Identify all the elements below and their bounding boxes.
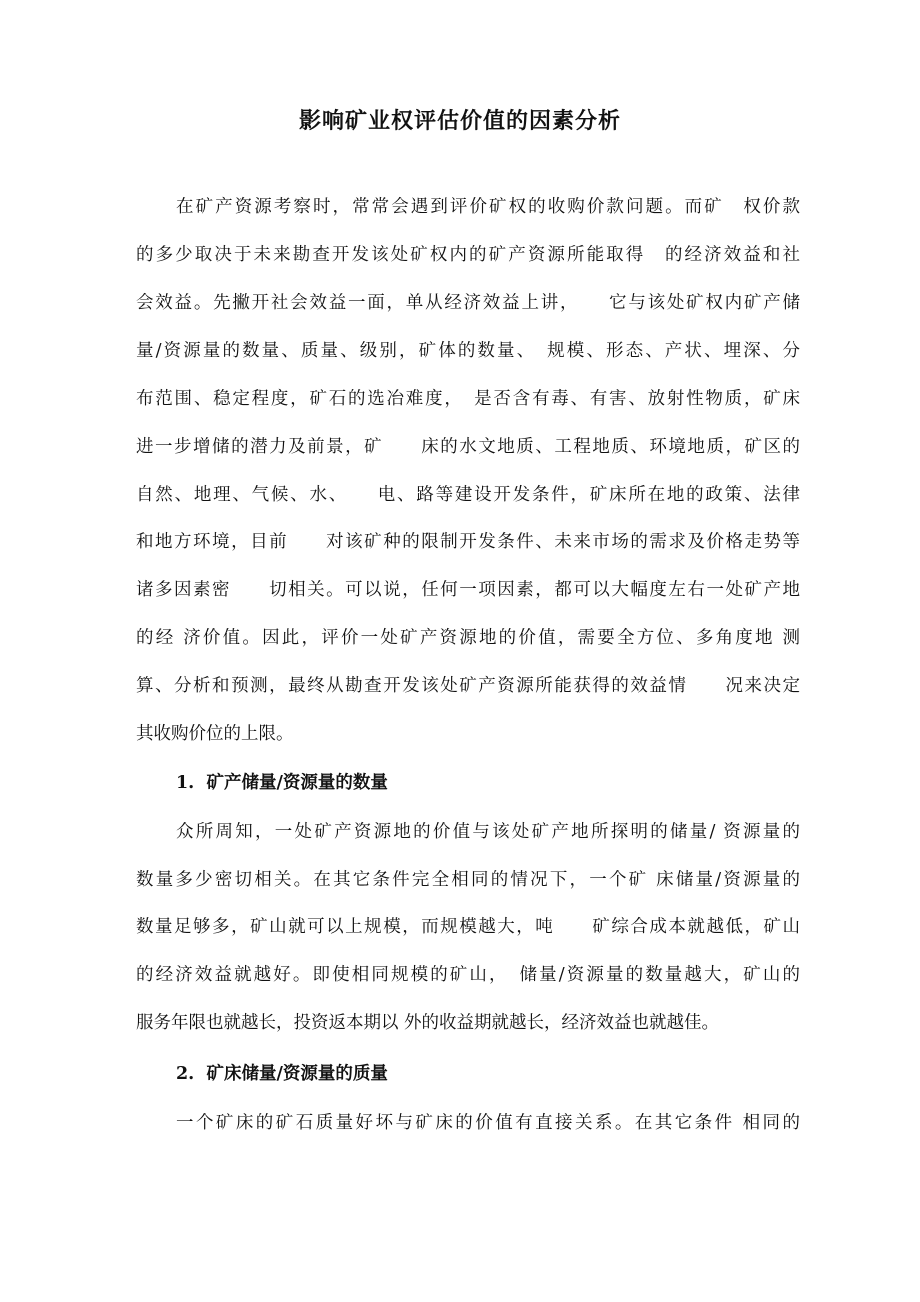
paragraph-line: 其收购价位的上限。	[136, 724, 294, 744]
paragraph-line: 数量多少密切相关。在其它条件完全相同的情况下，一个矿 床储量/资源量的	[136, 870, 800, 890]
paragraph-line: 布范围、稳定程度，矿石的选冶难度， 是否含有毒、有害、放射性物质，矿床	[136, 389, 800, 409]
paragraph-line: 数量足够多，矿山就可以上规模，而规模越大，吨 矿综合成本就越低，矿山	[136, 917, 800, 937]
paragraph-line: 服务年限也就越长，投资返本期以 外的收益期就越长，经济效益也就越佳。	[136, 1013, 720, 1033]
document-title: 影响矿业权评估价值的因素分析	[298, 108, 621, 134]
section-heading: 1. 矿产储量/资源量的数量	[176, 773, 388, 793]
paragraph-line: 量/资源量的数量、质量、级别，矿体的数量、 规模、形态、产状、埋深、分	[136, 341, 800, 361]
paragraph-line: 自然、地理、气候、水、 电、路等建设开发条件，矿床所在地的政策、法律	[136, 485, 800, 505]
paragraph-line: 一个矿床的矿石质量好坏与矿床的价值有直接关系。在其它条件 相同的	[176, 1113, 800, 1133]
paragraph-line: 众所周知，一处矿产资源地的价值与该处矿产地所探明的储量/ 资源量的	[176, 822, 800, 842]
paragraph-line: 的经 济价值。因此，评价一处矿产资源地的价值，需要全方位、多角度地 测	[136, 628, 800, 648]
paragraph-line: 进一步增储的潜力及前景，矿 床的水文地质、工程地质、环境地质，矿区的	[136, 437, 800, 457]
paragraph-line: 的经济效益就越好。即使相同规模的矿山， 储量/资源量的数量越大，矿山的	[136, 965, 800, 985]
section-heading: 2. 矿床储量/资源量的质量	[176, 1064, 388, 1084]
paragraph-line: 会效益。先撇开社会效益一面，单从经济效益上讲， 它与该处矿权内矿产储	[136, 293, 800, 313]
paragraph-line: 算、分析和预测，最终从勘查开发该处矿产资源所能获得的效益情 况来决定	[136, 676, 800, 696]
paragraph-line: 诸多因素密 切相关。可以说，任何一项因素，都可以大幅度左右一处矿产地	[136, 580, 800, 600]
paragraph-line: 的多少取决于未来勘查开发该处矿权内的矿产资源所能取得 的经济效益和社	[136, 245, 800, 265]
paragraph-line: 和地方环境，目前 对该矿种的限制开发条件、未来市场的需求及价格走势等	[136, 532, 800, 552]
paragraph-line: 在矿产资源考察时，常常会遇到评价矿权的收购价款问题。而矿 权价款	[176, 197, 800, 217]
